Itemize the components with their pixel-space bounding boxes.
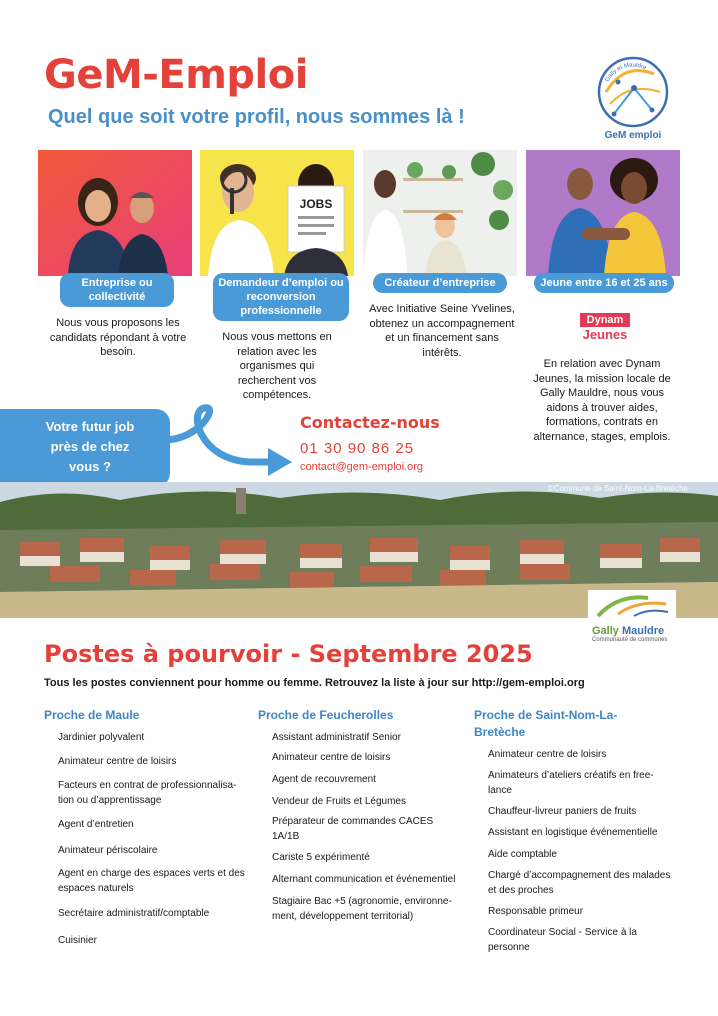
job-item: Aide comptable	[488, 849, 557, 860]
photo-demandeur	[200, 150, 354, 276]
desc-jeune: En relation avec Dynam Jeunes, la mission locale de Gally Mauldre, nous vous aidons à trouver aides, formations, contrats en alternance, stages, emplois.	[533, 358, 671, 443]
dynam-logo-line1: Dynam	[580, 313, 630, 327]
dynam-logo-line2: Jeunes	[582, 327, 628, 342]
job-item: Chargé d’accompagnement des malades et des proches	[488, 870, 671, 896]
jobs-sign: JOBS	[299, 197, 333, 211]
cta-line-1: Votre futur job	[45, 419, 135, 434]
job-item: Animateur centre de loisirs	[272, 752, 391, 763]
pill-demandeur: Demandeur d’emploi ou reconversion professionnelle	[213, 273, 349, 321]
job-item: Assistant administratif Senior	[272, 732, 401, 743]
job-item: Jardinier polyvalent	[58, 732, 145, 743]
job-item: Animateur périscolaire	[58, 845, 158, 856]
job-item: Préparateur de commandes CACES 1A/1B	[272, 816, 434, 842]
gally-mauldre-logo	[588, 590, 676, 643]
pill-jeune: Jeune entre 16 et 25 ans	[534, 273, 674, 293]
contact-email[interactable]: contact@gem-emploi.org	[300, 461, 424, 473]
pill-createur: Créateur d’entreprise	[373, 273, 507, 293]
job-item: Cuisinier	[58, 935, 97, 946]
contact-phone[interactable]: 01 30 90 86 25	[300, 440, 415, 457]
col-title-maule: Proche de Maule	[44, 708, 140, 722]
logo-arc-text: Gally et Mauldre	[604, 62, 648, 84]
cta-line-2: près de chez	[50, 439, 130, 454]
job-item: Cariste 5 expérimenté	[272, 852, 370, 863]
page-subtitle: Quel que soit votre profil, nous sommes là !	[48, 106, 465, 128]
cta-line-3: vous ?	[69, 459, 111, 474]
job-item: Assistant en logistique événementielle	[488, 827, 658, 838]
ribbon-arrow-icon	[160, 400, 300, 490]
col-title-feucherolles: Proche de Feucherolles	[258, 708, 394, 722]
pill-entreprise: Entreprise ou collectivité	[60, 273, 174, 307]
job-item: Secrétaire administratif/comptable	[58, 908, 210, 919]
partner-tagline: Communauté de communes	[592, 637, 668, 643]
job-item: Vendeur de Fruits et Légumes	[272, 796, 406, 807]
job-item: Alternant communication et événementiel	[272, 874, 456, 885]
job-item: Facteurs en contrat de professionnalisa-tion ou d’apprentissage	[58, 780, 237, 806]
photo-entreprise	[38, 150, 192, 276]
contact-title: Contactez-nous	[300, 413, 440, 432]
job-item: Animateur centre de loisirs	[488, 749, 607, 760]
jobs-section-subtitle: Tous les postes conviennent pour homme ou femme. Retrouvez la liste à jour sur http://gem-emploi.org	[44, 677, 585, 689]
mauldre-name: Mauldre	[621, 625, 665, 637]
job-item: Animateur centre de loisirs	[58, 756, 177, 767]
job-item: Chauffeur-livreur paniers de fruits	[488, 806, 637, 817]
job-item: Animateurs d’ateliers créatifs en free-lance	[488, 770, 654, 796]
job-item: Coordinateur Social - Service à la personne	[488, 927, 637, 953]
logo-text: GeM emploi	[604, 130, 662, 141]
desc-entreprise: Nous vous proposons les candidats répondant à votre besoin.	[49, 317, 187, 358]
col-title-saint-nom: Proche de Saint-Nom-La-Bretèche	[474, 708, 618, 739]
desc-createur: Avec Initiative Seine Yvelines, obtenez un accompagnement et un financement sans intérêts.	[369, 303, 515, 359]
photo-createur	[363, 150, 517, 276]
desc-demandeur: Nous vous mettons en relation avec les organismes qui recherchent vos compétences.	[222, 331, 332, 401]
job-item: Agent en charge des espaces verts et des espaces naturels	[58, 868, 245, 894]
gally-name: Gally	[592, 625, 619, 637]
dynam-jeunes-logo	[580, 313, 630, 347]
job-item: Responsable primeur	[488, 906, 584, 917]
cta-bubble	[0, 409, 170, 487]
photo-credit: ©Commune de Saint-Nom-La-Bretèche	[547, 484, 688, 493]
job-item: Agent de recouvrement	[272, 774, 376, 785]
job-item: Agent d’entretien	[58, 819, 134, 830]
job-item: Stagiaire Bac +5 (agronomie, environne-ment, développement territorial)	[272, 896, 452, 922]
photo-jeune	[526, 150, 680, 276]
jobs-section-title: Postes à pourvoir - Septembre 2025	[44, 640, 533, 668]
page-title: GeM-Emploi	[44, 52, 308, 98]
